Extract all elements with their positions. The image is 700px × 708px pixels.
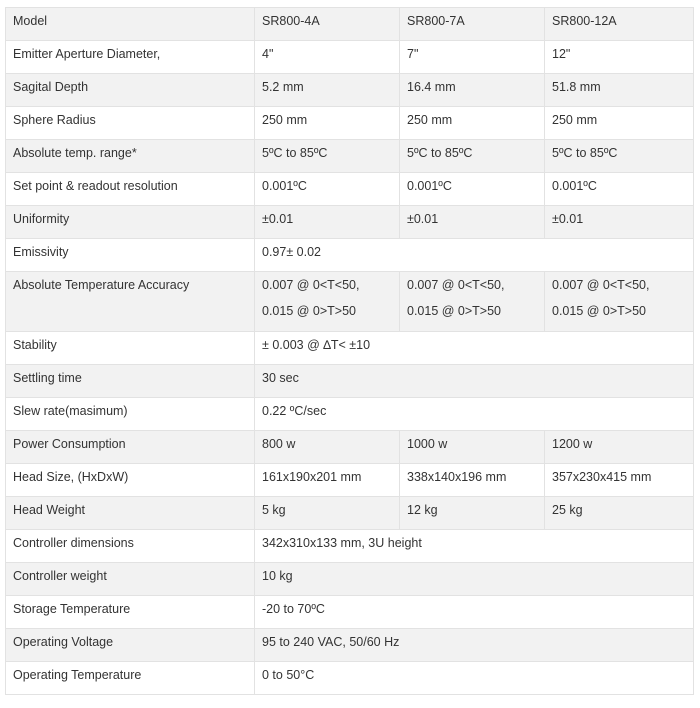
cell-all-models: 342x310x133 mm, 3U height (255, 530, 694, 563)
row-label: Head Size, (HxDxW) (6, 464, 255, 497)
row-label: Controller weight (6, 563, 255, 596)
cell-sr800-7a: ±0.01 (400, 206, 545, 239)
row-label: Emitter Aperture Diameter, (6, 41, 255, 74)
cell-sr800-12a: 357x230x415 mm (545, 464, 694, 497)
row-label: Storage Temperature (6, 596, 255, 629)
accuracy-line-2: 0.015 @ 0>T>50 (552, 304, 647, 318)
accuracy-line-1: 0.007 @ 0<T<50, (262, 278, 360, 292)
table-row (6, 206, 694, 239)
cell-sr800-4a: 800 w (255, 431, 400, 464)
row-label: Absolute temp. range* (6, 140, 255, 173)
cell-all-models: ± 0.003 @ ∆T< ±10 (255, 332, 694, 365)
row-label: Sagital Depth (6, 74, 255, 107)
accuracy-line-2: 0.015 @ 0>T>50 (262, 304, 357, 318)
cell-sr800-7a: 0.001ºC (400, 173, 545, 206)
row-label: Uniformity (6, 206, 255, 239)
accuracy-line-1: 0.007 @ 0<T<50, (552, 278, 650, 292)
table-row (6, 332, 694, 365)
cell-sr800-12a: 1200 w (545, 431, 694, 464)
cell-sr800-7a: 7" (400, 41, 545, 74)
cell-sr800-4a: 161x190x201 mm (255, 464, 400, 497)
row-label: Emissivity (6, 239, 255, 272)
cell-sr800-12a: 25 kg (545, 497, 694, 530)
row-label: Sphere Radius (6, 107, 255, 140)
cell-sr800-12a: SR800-12A (545, 8, 694, 41)
cell-all-models: 95 to 240 VAC, 50/60 Hz (255, 629, 694, 662)
row-label: Controller dimensions (6, 530, 255, 563)
cell-sr800-7a: 16.4 mm (400, 74, 545, 107)
cell-sr800-4a (255, 272, 400, 332)
row-label: Settling time (6, 365, 255, 398)
cell-sr800-12a (545, 272, 694, 332)
cell-sr800-7a: 12 kg (400, 497, 545, 530)
accuracy-line-2: 0.015 @ 0>T>50 (407, 304, 502, 318)
row-label: Power Consumption (6, 431, 255, 464)
cell-sr800-12a: 12" (545, 41, 694, 74)
cell-sr800-7a: 250 mm (400, 107, 545, 140)
cell-sr800-7a: 1000 w (400, 431, 545, 464)
table-row (6, 272, 694, 332)
row-label: Absolute Temperature Accuracy (6, 272, 255, 332)
table-row (6, 365, 694, 398)
table-row (6, 173, 694, 206)
cell-sr800-7a (400, 272, 545, 332)
table-row (6, 74, 694, 107)
cell-sr800-12a: 5ºC to 85ºC (545, 140, 694, 173)
cell-sr800-12a: ±0.01 (545, 206, 694, 239)
cell-all-models: 0.97± 0.02 (255, 239, 694, 272)
cell-all-models: 30 sec (255, 365, 694, 398)
cell-sr800-7a: 338x140x196 mm (400, 464, 545, 497)
cell-sr800-12a: 51.8 mm (545, 74, 694, 107)
cell-sr800-4a: 250 mm (255, 107, 400, 140)
table-row (6, 662, 694, 695)
cell-sr800-7a: SR800-7A (400, 8, 545, 41)
table-row (6, 563, 694, 596)
cell-sr800-4a: 5 kg (255, 497, 400, 530)
cell-sr800-4a: ±0.01 (255, 206, 400, 239)
table-row (6, 41, 694, 74)
accuracy-line-1: 0.007 @ 0<T<50, (407, 278, 505, 292)
row-label: Operating Voltage (6, 629, 255, 662)
table-row (6, 398, 694, 431)
table-row (6, 107, 694, 140)
cell-all-models: 0.22 ºC/sec (255, 398, 694, 431)
row-label: Operating Temperature (6, 662, 255, 695)
cell-sr800-4a: 5.2 mm (255, 74, 400, 107)
table-row (6, 596, 694, 629)
spec-table (5, 7, 694, 695)
cell-sr800-4a: SR800-4A (255, 8, 400, 41)
cell-sr800-4a: 0.001ºC (255, 173, 400, 206)
cell-all-models: 10 kg (255, 563, 694, 596)
cell-all-models: -20 to 70ºC (255, 596, 694, 629)
row-label: Model (6, 8, 255, 41)
table-row (6, 431, 694, 464)
cell-sr800-4a: 4" (255, 41, 400, 74)
cell-sr800-4a: 5ºC to 85ºC (255, 140, 400, 173)
table-row (6, 140, 694, 173)
row-label: Slew rate(masimum) (6, 398, 255, 431)
table-row (6, 239, 694, 272)
cell-sr800-12a: 250 mm (545, 107, 694, 140)
table-row (6, 497, 694, 530)
cell-sr800-7a: 5ºC to 85ºC (400, 140, 545, 173)
row-label: Head Weight (6, 497, 255, 530)
cell-all-models: 0 to 50°C (255, 662, 694, 695)
table-row (6, 8, 694, 41)
table-row (6, 629, 694, 662)
row-label: Stability (6, 332, 255, 365)
table-row (6, 464, 694, 497)
table-row (6, 530, 694, 563)
row-label: Set point & readout resolution (6, 173, 255, 206)
cell-sr800-12a: 0.001ºC (545, 173, 694, 206)
